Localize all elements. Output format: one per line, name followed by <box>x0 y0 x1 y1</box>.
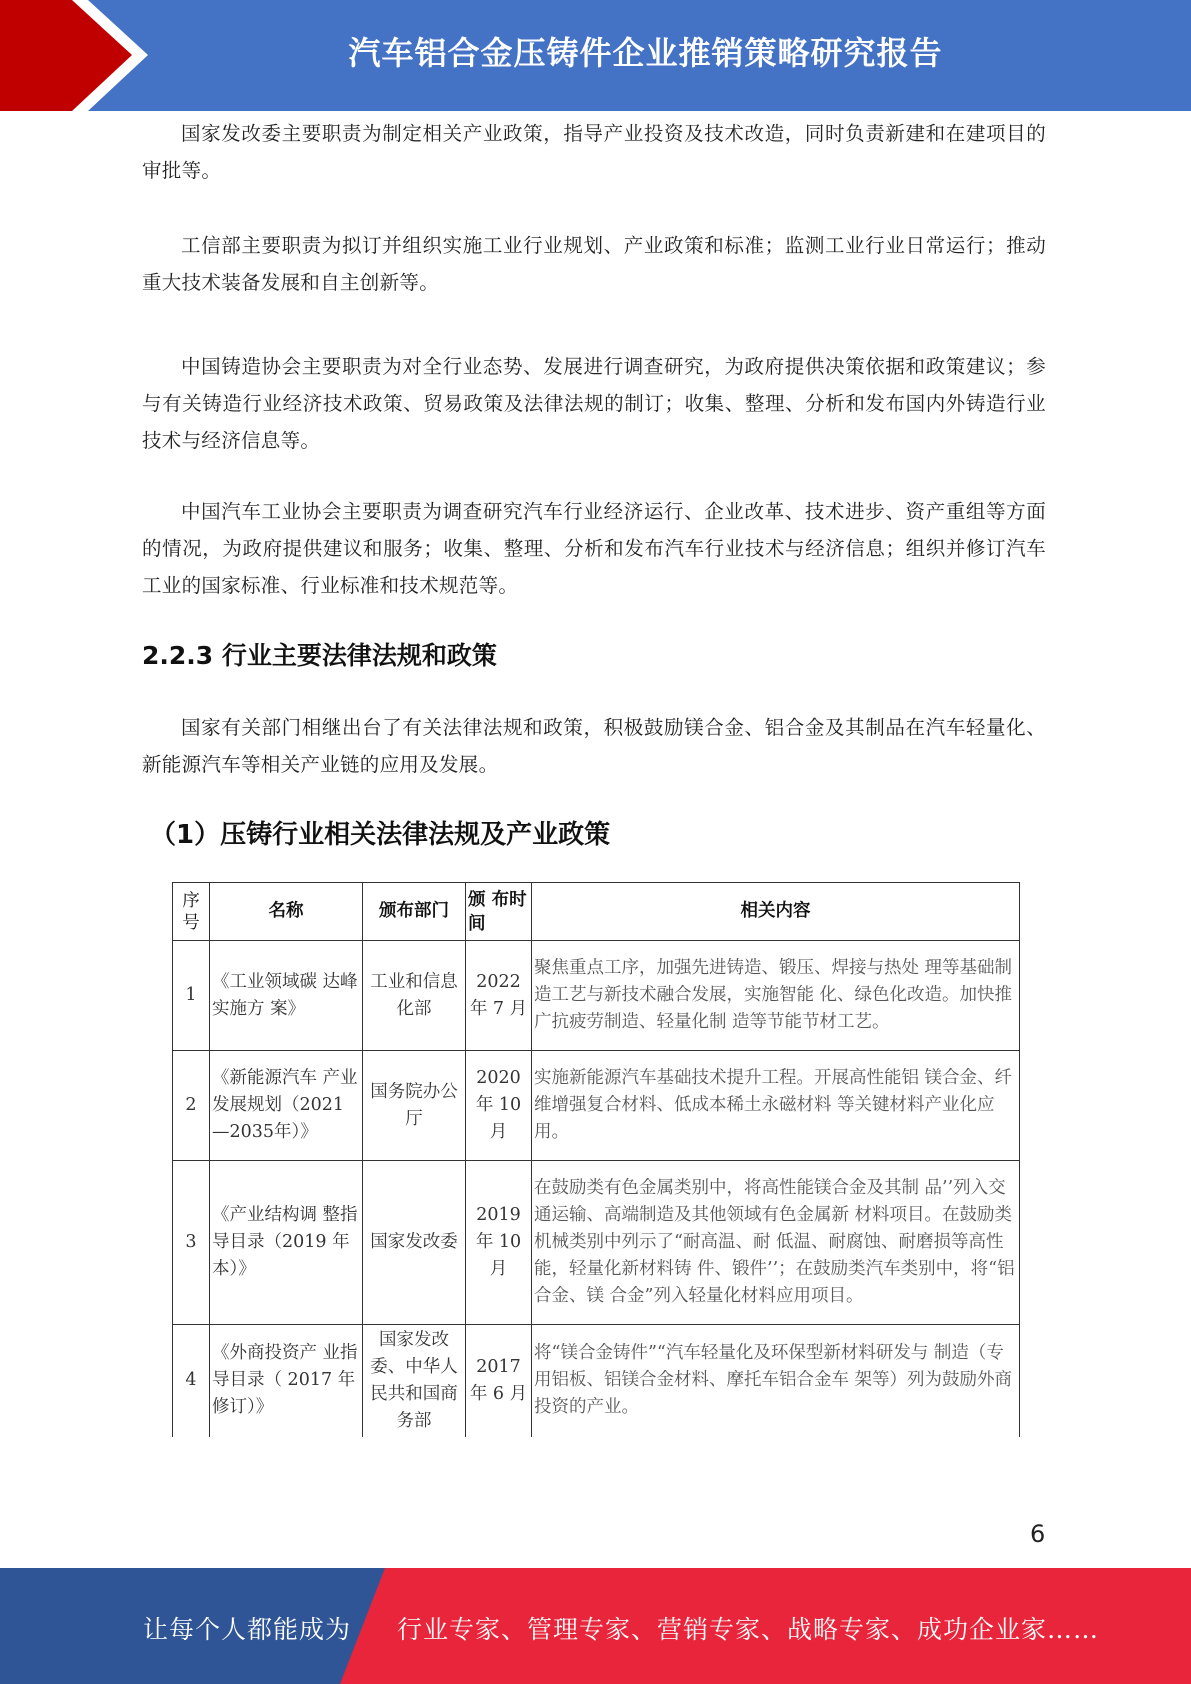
row-time: 2020 年 10 月 <box>466 1051 532 1161</box>
policy-table <box>172 882 1020 1437</box>
paragraph-auto-association: 中国汽车工业协会主要职责为调查研究汽车行业经济运行、企业改革、技术进步、资产重组等方面的情况，为政府提供建议和服务；收集、整理、分析和发布汽车行业技术与经济信息；组织并修订汽车工业的国家标准、行业标准和技术规范等。 <box>142 500 1046 597</box>
row-content: 聚焦重点工序，加强先进铸造、锻压、焊接与热处 理等基础制造工艺与新技术融合发展，实施智能 化、绿色化改造。加快推广抗疲劳制造、轻量化制 造等节能节材工艺。 <box>532 941 1020 1051</box>
page-number: 6 <box>1030 1520 1046 1548</box>
row-dept: 国家发改委 <box>363 1161 466 1325</box>
header-name: 名称 <box>210 883 363 941</box>
table-row <box>173 941 1020 1051</box>
row-content: 将“镁合金铸件”“汽车轻量化及环保型新材料研发与 制造（专用铝板、铝镁合金材料、摩托车铝合金车 架等）列为鼓励外商投资的产业。 <box>532 1325 1020 1437</box>
footer-slogan-right: 行业专家、管理专家、营销专家、战略专家、成功企业家…… <box>397 1615 1100 1644</box>
row-name: 《工业领域碳 达峰实施方 案》 <box>210 941 363 1051</box>
row-name: 《产业结构调 整指导目录（2019 年本）》 <box>210 1161 363 1325</box>
row-time: 2017 年 6 月 <box>466 1325 532 1437</box>
row-time: 2019 年 10 月 <box>466 1161 532 1325</box>
header-dept: 颁布部门 <box>363 883 466 941</box>
document-title: 汽车铝合金压铸件企业推销策略研究报告 <box>348 34 943 72</box>
row-index: 3 <box>173 1161 210 1325</box>
table-header-row <box>173 883 1020 941</box>
footer-slogan-left: 让每个人都能成为 <box>143 1615 352 1644</box>
header-time: 颁 布时间 <box>466 883 532 941</box>
section-heading: 2.2.3 行业主要法律法规和政策 <box>142 641 497 670</box>
row-dept: 国务院办公厅 <box>363 1051 466 1161</box>
row-dept: 国家发改委、中华人民共和国商务部 <box>363 1325 466 1437</box>
paragraph-miit: 工信部主要职责为拟订并组织实施工业行业规划、产业政策和标准；监测工业行业日常运行；推动重大技术装备发展和自主创新等。 <box>142 234 1046 294</box>
paragraph-foundry-association: 中国铸造协会主要职责为对全行业态势、发展进行调查研究，为政府提供决策依据和政策建议；参与有关铸造行业经济技术政策、贸易政策及法律法规的制订；收集、整理、分析和发布国内外铸造行业技术与经济信息等。 <box>142 355 1046 452</box>
table-row <box>173 1325 1020 1437</box>
row-time: 2022 年 7 月 <box>466 941 532 1051</box>
section-intro: 国家有关部门相继出台了有关法律法规和政策，积极鼓励镁合金、铝合金及其制品在汽车轻量化、新能源汽车等相关产业链的应用及发展。 <box>142 716 1046 776</box>
row-dept: 工业和信息化部 <box>363 941 466 1051</box>
row-index: 4 <box>173 1325 210 1437</box>
row-name: 《新能源汽车 产业发展规划（2021—2035年）》 <box>210 1051 363 1161</box>
subsection-heading: （1）压铸行业相关法律法规及产业政策 <box>150 820 611 850</box>
header-content: 相关内容 <box>532 883 1020 941</box>
row-content: 实施新能源汽车基础技术提升工程。开展高性能铝 镁合金、纤维增强复合材料、低成本稀土永磁材料 等关键材料产业化应用。 <box>532 1051 1020 1161</box>
page-footer <box>0 1568 1191 1684</box>
row-index: 2 <box>173 1051 210 1161</box>
table-row <box>173 1051 1020 1161</box>
paragraph-ndrc: 国家发改委主要职责为制定相关产业政策，指导产业投资及技术改造，同时负责新建和在建项目的审批等。 <box>142 122 1046 182</box>
row-content: 在鼓励类有色金属类别中，将高性能镁合金及其制 品’’列入交通运输、高端制造及其他领域有色金属新 材料项目。在鼓励类机械类别中列示了“耐高温、耐 低温、耐腐蚀、耐磨损等高性能，轻量化新材料铸 件、锻件’’；在鼓励类汽车类别中，将“铝合金、镁 合金”列入轻量化材料应用项目。 <box>532 1161 1020 1325</box>
row-index: 1 <box>173 941 210 1051</box>
header-index: 序号 <box>173 883 210 941</box>
page-header <box>0 0 1191 111</box>
row-name: 《外商投资产 业指导目录（ 2017 年 修订）》 <box>210 1325 363 1437</box>
table-row <box>173 1161 1020 1325</box>
